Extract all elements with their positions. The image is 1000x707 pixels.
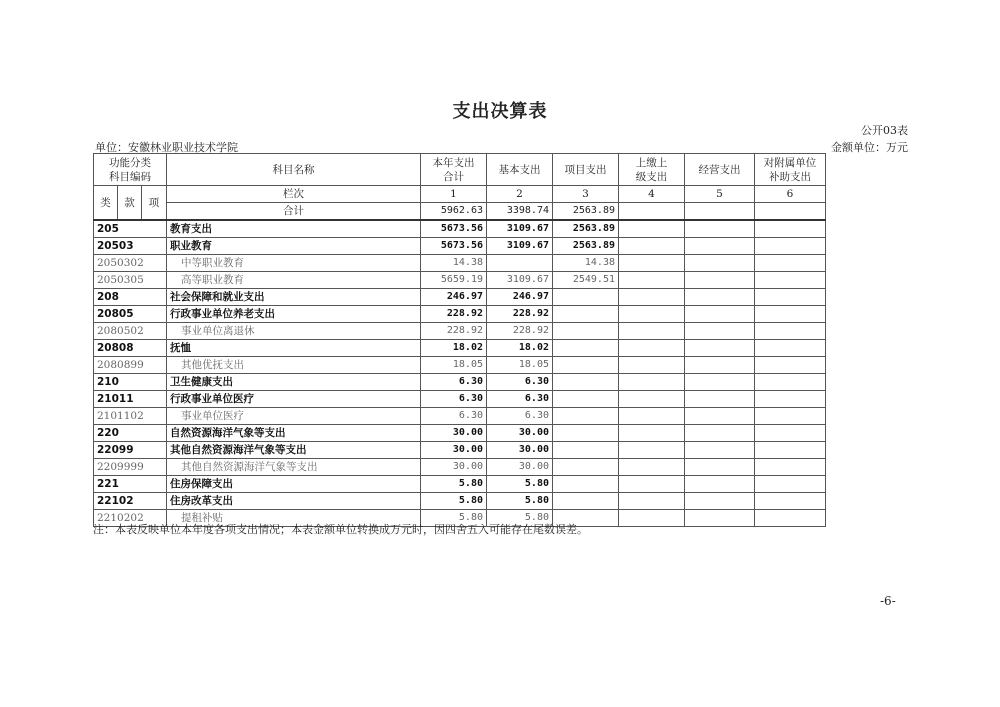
basic-amount: 5.80 bbox=[487, 510, 553, 527]
form-number: 公开03表 bbox=[861, 124, 908, 137]
basic-amount: 5.80 bbox=[487, 493, 553, 510]
total-amount: 5673.56 bbox=[421, 238, 487, 255]
upper-amount bbox=[619, 340, 685, 357]
table-row bbox=[94, 425, 826, 442]
total-amount: 14.38 bbox=[421, 255, 487, 272]
operating-amount bbox=[685, 238, 755, 255]
operating-amount bbox=[685, 306, 755, 323]
grand-basic: 3398.74 bbox=[487, 203, 553, 221]
project-amount: 2563.89 bbox=[553, 220, 619, 238]
subject-name: 住房保障支出 bbox=[167, 476, 421, 493]
table-row bbox=[94, 255, 826, 272]
subject-code: 21011 bbox=[94, 391, 167, 408]
subject-code: 2210202 bbox=[94, 510, 167, 527]
upper-amount bbox=[619, 425, 685, 442]
subject-name: 抚恤 bbox=[167, 340, 421, 357]
upper-amount bbox=[619, 272, 685, 289]
project-amount bbox=[553, 357, 619, 374]
subsidy-amount bbox=[755, 510, 826, 527]
subsidy-amount bbox=[755, 272, 826, 289]
operating-amount bbox=[685, 408, 755, 425]
upper-header: 上缴上 级支出 bbox=[619, 154, 685, 186]
basic-amount: 30.00 bbox=[487, 442, 553, 459]
upper-amount bbox=[619, 374, 685, 391]
subsidy-header: 对附属单位 补助支出 bbox=[755, 154, 826, 186]
subsidy-amount bbox=[755, 493, 826, 510]
subject-name: 中等职业教育 bbox=[167, 255, 421, 272]
basic-amount: 6.30 bbox=[487, 391, 553, 408]
col-num-4: 4 bbox=[619, 186, 685, 203]
upper-amount bbox=[619, 357, 685, 374]
subject-name: 行政事业单位医疗 bbox=[167, 391, 421, 408]
project-amount bbox=[553, 493, 619, 510]
subject-code: 20808 bbox=[94, 340, 167, 357]
upper-amount bbox=[619, 459, 685, 476]
basic-amount: 228.92 bbox=[487, 323, 553, 340]
subject-code: 22099 bbox=[94, 442, 167, 459]
unit-name: 单位：安徽林业职业技术学院 bbox=[95, 141, 238, 154]
project-amount: 2549.51 bbox=[553, 272, 619, 289]
total-header: 本年支出 合计 bbox=[421, 154, 487, 186]
subject-name: 职业教育 bbox=[167, 238, 421, 255]
upper-amount bbox=[619, 323, 685, 340]
table-row bbox=[94, 408, 826, 425]
subsidy-amount bbox=[755, 220, 826, 238]
subsidy-amount bbox=[755, 425, 826, 442]
subsidy-amount bbox=[755, 408, 826, 425]
project-header: 项目支出 bbox=[553, 154, 619, 186]
function-class-header: 功能分类 科目编码 bbox=[94, 154, 167, 186]
subsidy-amount bbox=[755, 357, 826, 374]
subject-code: 208 bbox=[94, 289, 167, 306]
col-num-6: 6 bbox=[755, 186, 826, 203]
grand-project: 2563.89 bbox=[553, 203, 619, 221]
subject-code: 205 bbox=[94, 220, 167, 238]
operating-amount bbox=[685, 323, 755, 340]
basic-amount: 5.80 bbox=[487, 476, 553, 493]
project-amount bbox=[553, 442, 619, 459]
table-row bbox=[94, 323, 826, 340]
total-amount: 18.05 bbox=[421, 357, 487, 374]
total-amount: 5673.56 bbox=[421, 220, 487, 238]
operating-amount bbox=[685, 459, 755, 476]
table-row bbox=[94, 220, 826, 238]
project-amount bbox=[553, 340, 619, 357]
upper-amount bbox=[619, 238, 685, 255]
total-amount: 5.80 bbox=[421, 493, 487, 510]
total-amount: 5.80 bbox=[421, 510, 487, 527]
total-amount: 228.92 bbox=[421, 323, 487, 340]
subsidy-amount bbox=[755, 442, 826, 459]
subject-name: 社会保障和就业支出 bbox=[167, 289, 421, 306]
table-row bbox=[94, 272, 826, 289]
basic-header: 基本支出 bbox=[487, 154, 553, 186]
table-row bbox=[94, 238, 826, 255]
subject-name: 其他自然资源海洋气象等支出 bbox=[167, 459, 421, 476]
table-row bbox=[94, 442, 826, 459]
subsidy-amount bbox=[755, 476, 826, 493]
table-row bbox=[94, 340, 826, 357]
subject-code: 220 bbox=[94, 425, 167, 442]
subject-name: 事业单位医疗 bbox=[167, 408, 421, 425]
subsidy-amount bbox=[755, 238, 826, 255]
basic-amount: 18.05 bbox=[487, 357, 553, 374]
col-num-3: 3 bbox=[553, 186, 619, 203]
table-row bbox=[94, 374, 826, 391]
upper-amount bbox=[619, 510, 685, 527]
subsidy-amount bbox=[755, 255, 826, 272]
upper-amount bbox=[619, 391, 685, 408]
operating-amount bbox=[685, 289, 755, 306]
operating-amount bbox=[685, 391, 755, 408]
project-amount bbox=[553, 459, 619, 476]
subject-code: 2101102 bbox=[94, 408, 167, 425]
operating-header: 经营支出 bbox=[685, 154, 755, 186]
table-row bbox=[94, 289, 826, 306]
basic-amount bbox=[487, 255, 553, 272]
project-amount: 14.38 bbox=[553, 255, 619, 272]
subsidy-amount bbox=[755, 340, 826, 357]
project-amount bbox=[553, 306, 619, 323]
total-amount: 18.02 bbox=[421, 340, 487, 357]
subject-name: 卫生健康支出 bbox=[167, 374, 421, 391]
lei-header: 类 bbox=[94, 186, 118, 221]
total-amount: 6.30 bbox=[421, 391, 487, 408]
upper-amount bbox=[619, 289, 685, 306]
operating-amount bbox=[685, 220, 755, 238]
operating-amount bbox=[685, 476, 755, 493]
project-amount: 2563.89 bbox=[553, 238, 619, 255]
col-num-1: 1 bbox=[421, 186, 487, 203]
basic-amount: 3109.67 bbox=[487, 272, 553, 289]
total-amount: 6.30 bbox=[421, 408, 487, 425]
basic-amount: 30.00 bbox=[487, 459, 553, 476]
subject-name: 提租补贴 bbox=[167, 510, 421, 527]
project-amount bbox=[553, 425, 619, 442]
subject-name: 自然资源海洋气象等支出 bbox=[167, 425, 421, 442]
operating-amount bbox=[685, 425, 755, 442]
basic-amount: 18.02 bbox=[487, 340, 553, 357]
footnote: 注：本表反映单位本年度各项支出情况；本表金额单位转换成万元时，因四舍五入可能存在尾数误差。 bbox=[93, 523, 588, 536]
subject-code: 2050302 bbox=[94, 255, 167, 272]
subject-code: 2080899 bbox=[94, 357, 167, 374]
basic-amount: 3109.67 bbox=[487, 238, 553, 255]
basic-amount: 246.97 bbox=[487, 289, 553, 306]
table-row bbox=[94, 391, 826, 408]
operating-amount bbox=[685, 510, 755, 527]
total-amount: 228.92 bbox=[421, 306, 487, 323]
subject-name: 其他优抚支出 bbox=[167, 357, 421, 374]
expenditure-table bbox=[93, 153, 826, 527]
upper-amount bbox=[619, 220, 685, 238]
subject-code: 2080502 bbox=[94, 323, 167, 340]
project-amount bbox=[553, 374, 619, 391]
upper-amount bbox=[619, 255, 685, 272]
page-number: -6- bbox=[880, 594, 896, 608]
amount-unit: 金额单位：万元 bbox=[831, 141, 908, 154]
subject-name: 事业单位离退休 bbox=[167, 323, 421, 340]
column-number-label: 栏次 bbox=[167, 186, 421, 203]
subject-name: 行政事业单位养老支出 bbox=[167, 306, 421, 323]
table-row bbox=[94, 459, 826, 476]
col-num-5: 5 bbox=[685, 186, 755, 203]
operating-amount bbox=[685, 374, 755, 391]
total-amount: 5.80 bbox=[421, 476, 487, 493]
subject-code: 2050305 bbox=[94, 272, 167, 289]
total-amount: 30.00 bbox=[421, 442, 487, 459]
subject-code: 210 bbox=[94, 374, 167, 391]
basic-amount: 30.00 bbox=[487, 425, 553, 442]
table-row bbox=[94, 306, 826, 323]
total-amount: 30.00 bbox=[421, 459, 487, 476]
subject-code: 20503 bbox=[94, 238, 167, 255]
subject-code: 221 bbox=[94, 476, 167, 493]
upper-amount bbox=[619, 476, 685, 493]
subsidy-amount bbox=[755, 289, 826, 306]
subject-name-header: 科目名称 bbox=[167, 154, 421, 186]
total-amount: 5659.19 bbox=[421, 272, 487, 289]
subsidy-amount bbox=[755, 391, 826, 408]
project-amount bbox=[553, 323, 619, 340]
total-amount: 246.97 bbox=[421, 289, 487, 306]
operating-amount bbox=[685, 340, 755, 357]
subject-name: 住房改革支出 bbox=[167, 493, 421, 510]
col-num-2: 2 bbox=[487, 186, 553, 203]
table-row bbox=[94, 493, 826, 510]
operating-amount bbox=[685, 442, 755, 459]
grand-total: 5962.63 bbox=[421, 203, 487, 221]
total-amount: 30.00 bbox=[421, 425, 487, 442]
project-amount bbox=[553, 476, 619, 493]
upper-amount bbox=[619, 493, 685, 510]
subsidy-amount bbox=[755, 306, 826, 323]
operating-amount bbox=[685, 493, 755, 510]
table-row bbox=[94, 357, 826, 374]
total-row-label: 合计 bbox=[167, 203, 421, 221]
operating-amount bbox=[685, 255, 755, 272]
upper-amount bbox=[619, 306, 685, 323]
subject-code: 2209999 bbox=[94, 459, 167, 476]
subsidy-amount bbox=[755, 323, 826, 340]
basic-amount: 3109.67 bbox=[487, 220, 553, 238]
kuan-header: 款 bbox=[118, 186, 142, 221]
subject-code: 20805 bbox=[94, 306, 167, 323]
total-amount: 6.30 bbox=[421, 374, 487, 391]
table-row bbox=[94, 476, 826, 493]
project-amount bbox=[553, 408, 619, 425]
xiang-header: 项 bbox=[142, 186, 167, 221]
subject-name: 教育支出 bbox=[167, 220, 421, 238]
operating-amount bbox=[685, 357, 755, 374]
upper-amount bbox=[619, 408, 685, 425]
subsidy-amount bbox=[755, 459, 826, 476]
subject-name: 其他自然资源海洋气象等支出 bbox=[167, 442, 421, 459]
basic-amount: 6.30 bbox=[487, 408, 553, 425]
subsidy-amount bbox=[755, 374, 826, 391]
basic-amount: 228.92 bbox=[487, 306, 553, 323]
operating-amount bbox=[685, 272, 755, 289]
upper-amount bbox=[619, 442, 685, 459]
subject-code: 22102 bbox=[94, 493, 167, 510]
page-title: 支出决算表 bbox=[452, 101, 548, 122]
subject-name: 高等职业教育 bbox=[167, 272, 421, 289]
basic-amount: 6.30 bbox=[487, 374, 553, 391]
project-amount bbox=[553, 391, 619, 408]
project-amount bbox=[553, 289, 619, 306]
